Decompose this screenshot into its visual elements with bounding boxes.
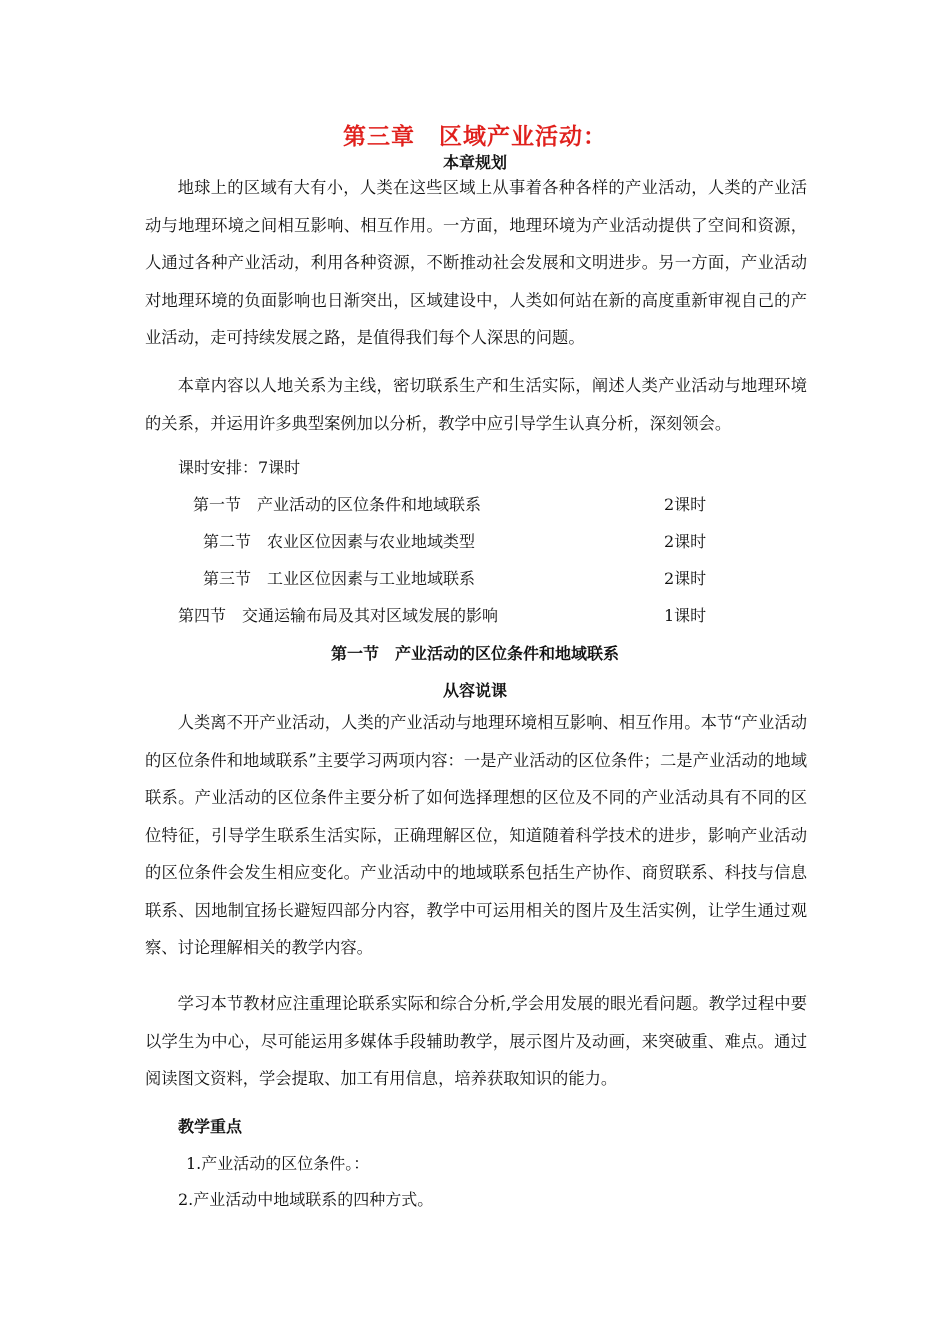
key-points-heading: 教学重点 — [178, 1117, 243, 1136]
schedule-hours-1: 2课时 — [664, 495, 707, 514]
chapter-plan-paragraph-2: 本章内容以人地关系为主线，密切联系生产和生活实际，阐述人类产业活动与地理环境的关系，并运用许多典型案例加以分析，教学中应引导学生认真分析，深刻领会。 — [145, 376, 807, 433]
schedule-section-4: 第四节 交通运输布局及其对区域发展的影响 — [178, 606, 499, 625]
chapter-title: 第三章 区域产业活动： — [343, 123, 607, 150]
chapter-plan-paragraph-1: 地球上的区域有大有小，人类在这些区域上从事着各种各样的产业活动，人类的产业活动与地理环境之间相互影响、相互作用。一方面，地理环境为产业活动提供了空间和资源，人通过各种产业活动，利用各种资源，不断推动社会发展和文明进步。另一方面，产业活动对地理环境的负面影响也日渐突出，区域建设中，人类如何站在新的高度重新审视自己的产业活动，走可持续发展之路，是值得我们每个人深思的问题。 — [145, 178, 807, 347]
key-point-2: 2.产业活动中地域联系的四种方式。 — [178, 1190, 434, 1209]
schedule-hours-3: 2课时 — [664, 569, 707, 588]
schedule-section-2: 第二节 农业区位因素与农业地域类型 — [203, 532, 476, 551]
section-subheading: 从容说课 — [442, 681, 507, 700]
schedule-label: 课时安排：7课时 — [178, 458, 301, 477]
section-paragraph-2: 学习本节教材应注重理论联系实际和综合分析,学会用发展的眼光看问题。教学过程中要以学生为中心，尽可能运用多媒体手段辅助教学，展示图片及动画，来突破重、难点。通过阅读图文资料，学会提取、加工有用信息，培养获取知识的能力。 — [145, 994, 807, 1088]
schedule-hours-4: 1课时 — [664, 606, 707, 625]
section-paragraph-1: 人类离不开产业活动，人类的产业活动与地理环境相互影响、相互作用。本节“产业活动的区位条件和地域联系”主要学习两项内容：一是产业活动的区位条件；二是产业活动的地域联系。产业活动的区位条件主要分析了如何选择理想的区位及不同的产业活动具有不同的区位特征，引导学生联系生活实际，正确理解区位，知道随着科学技术的进步，影响产业活动的区位条件会发生相应变化。产业活动中的地域联系包括生产协作、商贸联系、科技与信息联系、因地制宜扬长避短四部分内容，教学中可运用相关的图片及生活实例，让学生通过观察、讨论理解相关的教学内容。 — [145, 713, 807, 957]
schedule-hours-2: 2课时 — [664, 532, 707, 551]
chapter-plan-heading: 本章规划 — [442, 153, 507, 172]
key-point-1: 1.产业活动的区位条件。： — [186, 1154, 370, 1173]
section-title: 第一节 产业活动的区位条件和地域联系 — [330, 644, 619, 663]
schedule-section-1: 第一节 产业活动的区位条件和地域联系 — [193, 495, 482, 514]
schedule-section-3: 第三节 工业区位因素与工业地域联系 — [203, 569, 476, 588]
